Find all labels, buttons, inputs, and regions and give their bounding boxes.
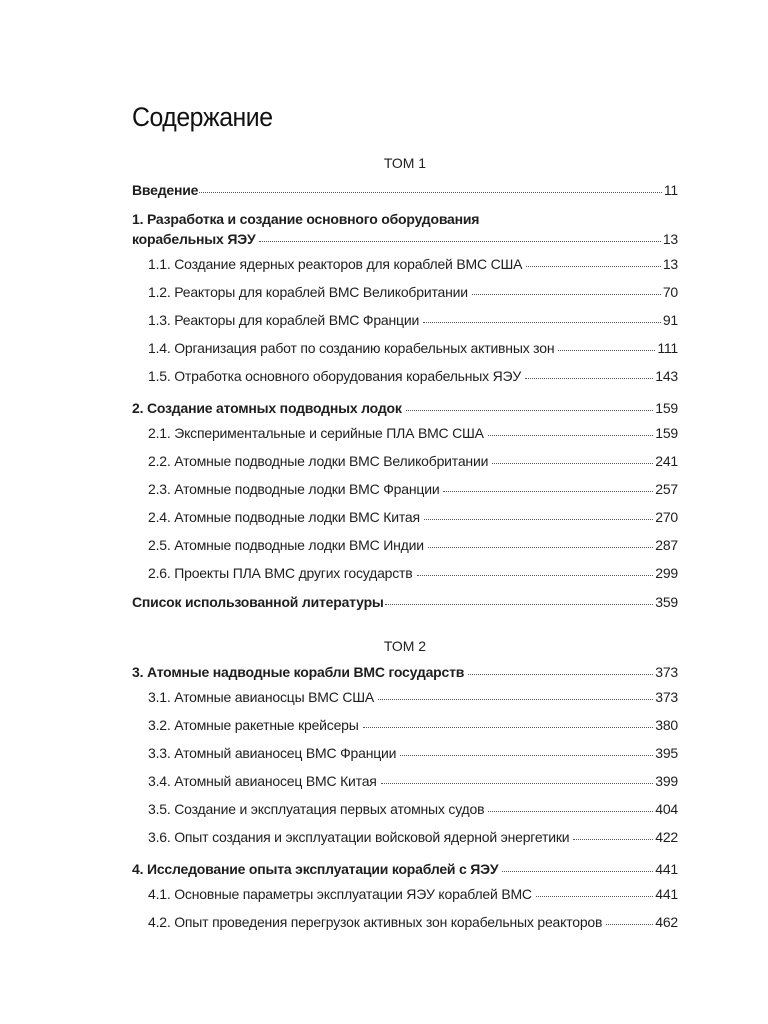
toc-entry-title: корабельных ЯЭУ (132, 231, 256, 247)
toc-entry-title: 1.5. Отработка основного оборудования корабельных ЯЭУ (148, 368, 522, 384)
toc-entry[interactable] (148, 773, 678, 789)
toc-entry[interactable] (148, 256, 678, 272)
volume-1-label: ТОМ 1 (383, 155, 427, 171)
toc-entry-title-line1: 1. Разработка и создание основного оборудования (132, 211, 480, 227)
toc-entry-title: Список использованной литературы (132, 594, 384, 610)
leader-dots (381, 782, 654, 784)
toc-entry-title: 2.2. Атомные подводные лодки ВМС Великобритании (148, 453, 489, 469)
toc-entry-page: 299 (655, 565, 678, 581)
toc-entry[interactable] (148, 565, 678, 581)
toc-entry-page: 241 (655, 453, 678, 469)
toc-entry[interactable] (148, 914, 678, 930)
toc-entry[interactable] (148, 745, 678, 761)
toc-entry-title: 2.1. Экспериментальные и серийные ПЛА ВМС США (148, 425, 484, 441)
toc-entry[interactable] (148, 481, 678, 497)
toc-entry-page: 359 (655, 594, 678, 610)
leader-dots (423, 321, 661, 323)
leader-dots (536, 895, 653, 897)
toc-entry-page: 441 (655, 886, 678, 902)
leader-dots (406, 409, 654, 411)
toc-entry-title: 4. Исследование опыта эксплуатации кораблей с ЯЭУ (132, 861, 499, 877)
toc-entry-title: 2. Создание атомных подводных лодок (132, 400, 402, 416)
toc-entry-page: 373 (655, 689, 678, 705)
leader-dots (492, 462, 653, 464)
toc-entry-page: 257 (655, 481, 678, 497)
toc-entry-title: 2.3. Атомные подводные лодки ВМС Франции (148, 481, 440, 497)
toc-entry-page: 270 (655, 509, 678, 525)
leader-dots (424, 518, 653, 520)
toc-entry[interactable] (148, 829, 678, 845)
toc-entry-title: 3.4. Атомный авианосец ВМС Китая (148, 773, 377, 789)
toc-entry-page: 70 (662, 284, 678, 300)
leader-dots (468, 673, 653, 675)
toc-entry[interactable] (132, 231, 678, 247)
leader-dots (428, 546, 653, 548)
toc-entry[interactable] (148, 509, 678, 525)
toc-entry-page: 13 (662, 231, 678, 247)
toc-entry[interactable] (132, 594, 678, 610)
toc-entry-title: 3.3. Атомный авианосец ВМС Франции (148, 745, 397, 761)
toc-entry-title: 3.5. Создание и эксплуатация первых атомных судов (148, 801, 485, 817)
toc-entry-page: 404 (655, 801, 678, 817)
toc-entry-title: 4.1. Основные параметры эксплуатации ЯЭУ кораблей ВМС (148, 886, 532, 902)
volume-2-label: ТОМ 2 (383, 638, 427, 654)
leader-dots (259, 240, 660, 242)
toc-entry-page: 395 (655, 745, 678, 761)
toc-entry-page: 462 (655, 914, 678, 930)
leader-dots (488, 810, 653, 812)
leader-dots (488, 434, 653, 436)
toc-entry[interactable] (132, 400, 678, 416)
leader-dots (363, 726, 654, 728)
toc-entry[interactable] (148, 312, 678, 328)
toc-entry[interactable] (132, 664, 678, 680)
toc-entry-title: Введение (132, 182, 199, 198)
toc-entry-page: 159 (655, 400, 678, 416)
leader-dots (573, 838, 653, 840)
leader-dots (378, 698, 653, 700)
toc-entry-title: 3.1. Атомные авианосцы ВМС США (148, 689, 375, 705)
leader-dots (502, 870, 653, 872)
toc-entry-title: 3. Атомные надводные корабли ВМС государств (132, 664, 465, 680)
leader-dots (606, 923, 653, 925)
leader-dots (199, 191, 662, 193)
leader-dots (385, 603, 654, 605)
toc-entry-title: 2.4. Атомные подводные лодки ВМС Китая (148, 509, 420, 525)
toc-entry[interactable] (148, 425, 678, 441)
toc-entry-title: 4.2. Опыт проведения перегрузок активных зон корабельных реакторов (148, 914, 603, 930)
toc-entry-page: 380 (655, 717, 678, 733)
toc-entry-page: 441 (655, 861, 678, 877)
toc-entry-page: 399 (655, 773, 678, 789)
leader-dots (472, 293, 661, 295)
toc-entry[interactable] (148, 453, 678, 469)
toc-entry[interactable] (148, 717, 678, 733)
toc-entry[interactable] (148, 801, 678, 817)
leader-dots (526, 265, 661, 267)
toc-entry-title: 2.5. Атомные подводные лодки ВМС Индии (148, 537, 424, 553)
toc-entry-page: 287 (655, 537, 678, 553)
toc-entry-title: 3.2. Атомные ракетные крейсеры (148, 717, 359, 733)
toc-entry[interactable] (148, 689, 678, 705)
toc-entry-title: 1.4. Организация работ по созданию корабельных активных зон (148, 340, 555, 356)
toc-entry[interactable] (148, 368, 678, 384)
toc-entry-title: 1.2. Реакторы для кораблей ВМС Великобритании (148, 284, 468, 300)
toc-entry-title: 1.3. Реакторы для кораблей ВМС Франции (148, 312, 420, 328)
page-title: Содержание (132, 102, 273, 132)
leader-dots (417, 574, 654, 576)
toc-entry-page: 91 (662, 312, 678, 328)
toc-entry-page: 373 (655, 664, 678, 680)
leader-dots (400, 754, 653, 756)
toc-entry-page: 13 (662, 256, 678, 272)
toc-entry-page: 143 (655, 368, 678, 384)
toc-entry[interactable] (148, 886, 678, 902)
toc-entry-title: 3.6. Опыт создания и эксплуатации войсковой ядерной энергетики (148, 829, 570, 845)
toc-entry-page: 422 (655, 829, 678, 845)
leader-dots (558, 349, 655, 351)
toc-entry-title: 1.1. Создание ядерных реакторов для кораблей ВМС США (148, 256, 523, 272)
toc-entry[interactable] (132, 182, 678, 198)
toc-entry[interactable] (148, 284, 678, 300)
toc-entry[interactable] (148, 537, 678, 553)
toc-entry-page: 11 (663, 182, 678, 198)
leader-dots (443, 490, 653, 492)
leader-dots (525, 377, 653, 379)
toc-entry[interactable] (132, 861, 678, 877)
toc-entry-page: 111 (657, 340, 678, 356)
toc-entry[interactable] (148, 340, 678, 356)
toc-entry-title: 2.6. Проекты ПЛА ВМС других государств (148, 565, 413, 581)
toc-entry-page: 159 (655, 425, 678, 441)
